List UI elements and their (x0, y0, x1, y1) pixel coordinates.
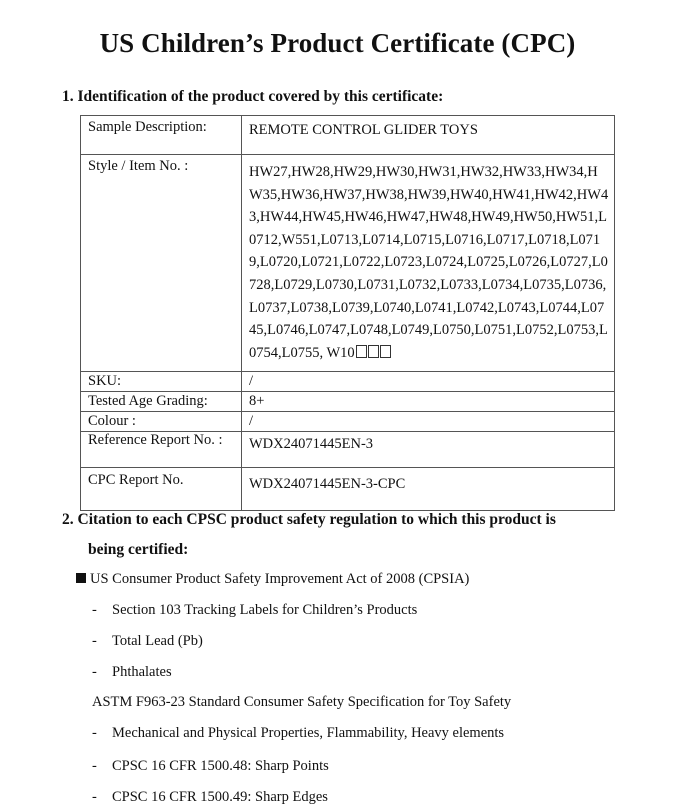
sku-label: SKU: (81, 372, 242, 392)
list-item-text: CPSC 16 CFR 1500.48: Sharp Points (112, 758, 329, 774)
sample-description-value: REMOTE CONTROL GLIDER TOYS (242, 116, 615, 155)
dash-bullet: - (92, 664, 97, 680)
style-item-value (242, 155, 615, 372)
missing-glyph-icon (356, 345, 367, 358)
cpc-report-label: CPC Report No. (81, 468, 242, 511)
table-row (81, 372, 615, 392)
table-row (81, 116, 615, 155)
age-grading-label: Tested Age Grading: (81, 392, 242, 412)
table-row (81, 155, 615, 372)
section-1-heading: 1. Identification of the product covered by this certificate: (62, 88, 444, 105)
colour-value: / (242, 412, 615, 432)
list-item-text: Phthalates (112, 664, 172, 680)
dash-bullet: - (92, 602, 97, 618)
style-item-label: Style / Item No. : (81, 155, 242, 372)
list-item (92, 633, 203, 650)
table-row (81, 432, 615, 468)
section-2-heading-continued: being certified: (88, 541, 189, 558)
list-item-text: CPSC 16 CFR 1500.49: Sharp Edges (112, 789, 328, 805)
dash-bullet: - (92, 789, 97, 805)
section-2-heading: 2. Citation to each CPSC product safety regulation to which this product is (62, 511, 556, 528)
reference-report-label: Reference Report No. : (81, 432, 242, 468)
list-item-text: Section 103 Tracking Labels for Children’s Products (112, 602, 418, 618)
list-item (92, 602, 417, 619)
table-row (81, 468, 615, 511)
table-row (81, 412, 615, 432)
age-grading-value: 8+ (242, 392, 615, 412)
style-item-text: HW27,HW28,HW29,HW30,HW31,HW32,HW33,HW34,HW35,HW36,HW37,HW38,HW39,HW40,HW41,HW42,HW43,HW44,HW45,HW46,HW47,HW48,HW49,HW50,HW51,L0712,W551,L0713,L0714,L0715,L0716,L0717,L0718,L0719,L0720,L0721,L0722,L0723,L0724,L0725,L0726,L0727,L0728,L0729,L0730,L0731,L0732,L0733,L0734,L0735,L0736,L0737,L0738,L0739,L0740,L0741,L0742,L0743,L0744,L0745,L0746,L0747,L0748,L0749,L0750,L0751,L0752,L0753,L0754,L0755, W10 (249, 164, 609, 361)
list-item (92, 758, 329, 775)
list-item (92, 789, 328, 806)
cpsia-text: US Consumer Product Safety Improvement Act of 2008 (CPSIA) (90, 571, 470, 587)
cpc-report-value: WDX24071445EN-3-CPC (242, 468, 615, 511)
dash-bullet: - (92, 758, 97, 774)
square-bullet-icon (76, 573, 86, 583)
dash-bullet: - (92, 633, 97, 649)
product-identification-table (80, 115, 615, 511)
sample-description-label: Sample Description: (81, 116, 242, 155)
page-title: US Children’s Product Certificate (CPC) (99, 28, 576, 58)
list-item-text: Total Lead (Pb) (112, 633, 203, 649)
astm-item: ASTM F963-23 Standard Consumer Safety Specification for Toy Safety (92, 694, 512, 710)
list-item-text: Mechanical and Physical Properties, Flammability, Heavy elements (112, 725, 505, 741)
cpsia-item (76, 571, 469, 588)
dash-bullet: - (92, 725, 97, 741)
reference-report-value: WDX24071445EN-3 (242, 432, 615, 468)
missing-glyph-icon (368, 345, 379, 358)
missing-glyph-icon (380, 345, 391, 358)
list-item (92, 725, 504, 742)
list-item (92, 664, 172, 681)
table-row (81, 392, 615, 412)
colour-label: Colour : (81, 412, 242, 432)
sku-value: / (242, 372, 615, 392)
